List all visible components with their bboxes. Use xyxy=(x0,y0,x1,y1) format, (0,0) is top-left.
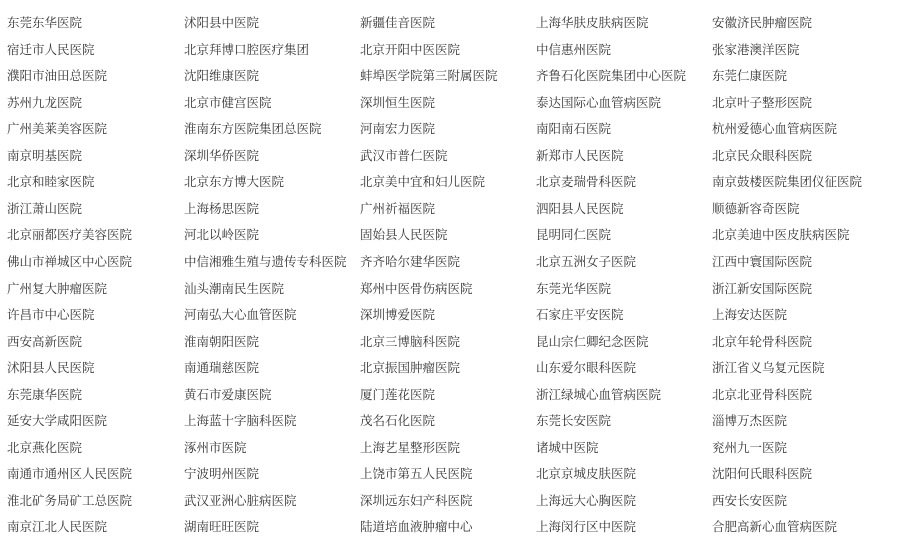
hospital-link[interactable]: 深圳恒生医院 xyxy=(360,94,436,110)
hospital-link[interactable]: 上饶市第五人民医院 xyxy=(360,466,473,482)
hospital-link[interactable]: 南京鼓楼医院集团仪征医院 xyxy=(712,174,863,190)
hospital-link[interactable]: 浙江省义乌复元医院 xyxy=(712,360,825,376)
hospital-link[interactable]: 东莞仁康医院 xyxy=(712,68,788,84)
hospital-link[interactable]: 江西中寰国际医院 xyxy=(712,253,813,269)
hospital-row xyxy=(0,169,920,195)
hospital-link[interactable]: 北京三博脑科医院 xyxy=(360,333,461,349)
hospital-link[interactable]: 淮南朝阳医院 xyxy=(184,333,260,349)
hospital-link[interactable]: 淮南东方医院集团总医院 xyxy=(184,121,322,137)
hospital-link[interactable]: 武汉亚洲心脏病医院 xyxy=(184,492,297,508)
hospital-row xyxy=(0,196,920,222)
hospital-link[interactable]: 许昌市中心医院 xyxy=(7,307,95,323)
hospital-link[interactable]: 东莞长安医院 xyxy=(536,413,612,429)
hospital-link[interactable]: 北京京城皮肤医院 xyxy=(536,466,637,482)
hospital-link[interactable]: 西安高新医院 xyxy=(7,333,83,349)
hospital-row xyxy=(0,63,920,89)
hospital-link[interactable]: 北京拜博口腔医疗集团 xyxy=(184,41,310,57)
hospital-link[interactable]: 汕头潮南民生医院 xyxy=(184,280,285,296)
hospital-link[interactable]: 泗阳县人民医院 xyxy=(536,200,624,216)
hospital-link[interactable]: 苏州九龙医院 xyxy=(7,94,83,110)
hospital-link[interactable]: 顺德新容奇医院 xyxy=(712,200,800,216)
hospital-link[interactable]: 南阳南石医院 xyxy=(536,121,612,137)
hospital-link[interactable]: 新郑市人民医院 xyxy=(536,147,624,163)
hospital-link[interactable]: 东莞光华医院 xyxy=(536,280,612,296)
hospital-link[interactable]: 佛山市禅城区中心医院 xyxy=(7,253,133,269)
hospital-link[interactable]: 北京北亚骨科医院 xyxy=(712,386,813,402)
hospital-link[interactable]: 西安长安医院 xyxy=(712,492,788,508)
hospital-link[interactable]: 泰达国际心血管病医院 xyxy=(536,94,662,110)
hospital-link[interactable]: 东莞康华医院 xyxy=(7,386,83,402)
hospital-link[interactable]: 浙江萧山医院 xyxy=(7,200,83,216)
hospital-link[interactable]: 河北以岭医院 xyxy=(184,227,260,243)
hospital-link[interactable]: 河南宏力医院 xyxy=(360,121,436,137)
hospital-link[interactable]: 新疆佳音医院 xyxy=(360,15,436,30)
hospital-link[interactable]: 北京和睦家医院 xyxy=(7,174,95,190)
hospital-link[interactable]: 上海艺星整形医院 xyxy=(360,439,461,455)
hospital-link[interactable]: 茂名石化医院 xyxy=(360,413,436,429)
hospital-link[interactable]: 深圳华侨医院 xyxy=(184,147,260,163)
hospital-row xyxy=(0,276,920,302)
hospital-link[interactable]: 南通市通州区人民医院 xyxy=(7,466,133,482)
hospital-link[interactable]: 固始县人民医院 xyxy=(360,227,448,243)
hospital-link[interactable]: 北京民众眼科医院 xyxy=(712,147,813,163)
hospital-link[interactable]: 深圳远东妇产科医院 xyxy=(360,492,473,508)
hospital-link[interactable]: 北京开阳中医医院 xyxy=(360,41,461,57)
hospital-link[interactable]: 北京年轮骨科医院 xyxy=(712,333,813,349)
hospital-link[interactable]: 北京麦瑞骨科医院 xyxy=(536,174,637,190)
hospital-link[interactable]: 北京美迪中医皮肤病医院 xyxy=(712,227,850,243)
hospital-link[interactable]: 河南弘大心血管医院 xyxy=(184,307,297,323)
hospital-link[interactable]: 黄石市爱康医院 xyxy=(184,386,272,402)
hospital-link[interactable]: 沈阳维康医院 xyxy=(184,68,260,84)
hospital-link[interactable]: 北京五洲女子医院 xyxy=(536,253,637,269)
hospital-link[interactable]: 北京东方博大医院 xyxy=(184,174,285,190)
hospital-row xyxy=(0,435,920,461)
hospital-link[interactable]: 山东爱尔眼科医院 xyxy=(536,360,637,376)
hospital-link[interactable]: 上海闵行区中医院 xyxy=(536,519,637,535)
hospital-link[interactable]: 上海杨思医院 xyxy=(184,200,260,216)
hospital-link[interactable]: 广州祈福医院 xyxy=(360,200,436,216)
hospital-row xyxy=(0,143,920,169)
hospital-link[interactable]: 上海蓝十字脑科医院 xyxy=(184,413,297,429)
hospital-link[interactable]: 北京燕化医院 xyxy=(7,439,83,455)
hospital-link[interactable]: 东莞东华医院 xyxy=(7,15,83,30)
hospital-link[interactable]: 浙江新安国际医院 xyxy=(712,280,813,296)
hospital-link[interactable]: 安徽济民肿瘤医院 xyxy=(712,15,813,30)
hospital-link[interactable]: 淮北矿务局矿工总医院 xyxy=(7,492,133,508)
hospital-link[interactable]: 沈阳何氏眼科医院 xyxy=(712,466,813,482)
hospital-row xyxy=(0,37,920,63)
hospital-link[interactable]: 延安大学咸阳医院 xyxy=(7,413,108,429)
hospital-link[interactable]: 沭阳县中医院 xyxy=(184,15,260,30)
hospital-link[interactable]: 陆道培血液肿瘤中心 xyxy=(360,519,473,535)
hospital-link[interactable]: 诸城中医院 xyxy=(536,439,599,455)
hospital-row xyxy=(0,355,920,381)
hospital-link[interactable]: 淄博万杰医院 xyxy=(712,413,788,429)
hospital-link[interactable]: 武汉市普仁医院 xyxy=(360,147,448,163)
hospital-link[interactable]: 昆明同仁医院 xyxy=(536,227,612,243)
hospital-link[interactable]: 广州复大肿瘤医院 xyxy=(7,280,108,296)
hospital-link[interactable]: 广州美莱美容医院 xyxy=(7,121,108,137)
hospital-link[interactable]: 郑州中医骨伤病医院 xyxy=(360,280,473,296)
hospital-link[interactable]: 合肥高新心血管病医院 xyxy=(712,519,838,535)
hospital-link[interactable]: 昆山宗仁卿纪念医院 xyxy=(536,333,649,349)
hospital-link[interactable]: 兖州九一医院 xyxy=(712,439,788,455)
hospital-link[interactable]: 中信湘雅生殖与遗传专科医院 xyxy=(184,253,347,269)
hospital-link[interactable]: 湖南旺旺医院 xyxy=(184,519,260,535)
hospital-link[interactable]: 石家庄平安医院 xyxy=(536,307,624,323)
hospital-link[interactable]: 上海安达医院 xyxy=(712,307,788,323)
hospital-link[interactable]: 宁波明州医院 xyxy=(184,466,260,482)
hospital-row xyxy=(0,329,920,355)
hospital-link[interactable]: 宿迁市人民医院 xyxy=(7,41,95,57)
hospital-link[interactable]: 杭州爱德心血管病医院 xyxy=(712,121,838,137)
hospital-row xyxy=(0,222,920,248)
hospital-row xyxy=(0,249,920,275)
hospital-row xyxy=(0,514,920,540)
hospital-link[interactable]: 齐齐哈尔建华医院 xyxy=(360,253,461,269)
hospital-link[interactable]: 张家港澳洋医院 xyxy=(712,41,800,57)
hospital-link[interactable]: 北京美中宜和妇儿医院 xyxy=(360,174,486,190)
hospital-row xyxy=(0,90,920,116)
hospital-link[interactable]: 北京市健宫医院 xyxy=(184,94,272,110)
hospital-row xyxy=(0,116,920,142)
hospital-link[interactable]: 北京丽都医疗美容医院 xyxy=(7,227,133,243)
hospital-row xyxy=(0,461,920,487)
hospital-link[interactable]: 浙江绿城心血管病医院 xyxy=(536,386,662,402)
hospital-link[interactable]: 北京叶子整形医院 xyxy=(712,94,813,110)
hospital-link[interactable]: 上海远大心胸医院 xyxy=(536,492,637,508)
hospital-link[interactable]: 厦门莲花医院 xyxy=(360,386,436,402)
hospital-link[interactable]: 齐鲁石化医院集团中心医院 xyxy=(536,68,687,84)
hospital-link[interactable]: 中信惠州医院 xyxy=(536,41,612,57)
hospital-link[interactable]: 深圳博爱医院 xyxy=(360,307,436,323)
hospital-row xyxy=(0,488,920,514)
hospital-link[interactable]: 濮阳市油田总医院 xyxy=(7,68,108,84)
hospital-link[interactable]: 蚌埠医学院第三附属医院 xyxy=(360,68,498,84)
hospital-link[interactable]: 北京振国肿瘤医院 xyxy=(360,360,461,376)
hospital-row xyxy=(0,302,920,328)
hospital-row xyxy=(0,10,920,36)
hospital-row xyxy=(0,408,920,434)
hospital-link[interactable]: 南京明基医院 xyxy=(7,147,83,163)
hospital-link[interactable]: 南通瑞慈医院 xyxy=(184,360,260,376)
hospital-link[interactable]: 沭阳县人民医院 xyxy=(7,360,95,376)
hospital-link[interactable]: 南京江北人民医院 xyxy=(7,519,108,535)
hospital-row xyxy=(0,382,920,408)
hospital-link[interactable]: 涿州市医院 xyxy=(184,439,247,455)
hospital-link[interactable]: 上海华肤皮肤病医院 xyxy=(536,15,649,30)
